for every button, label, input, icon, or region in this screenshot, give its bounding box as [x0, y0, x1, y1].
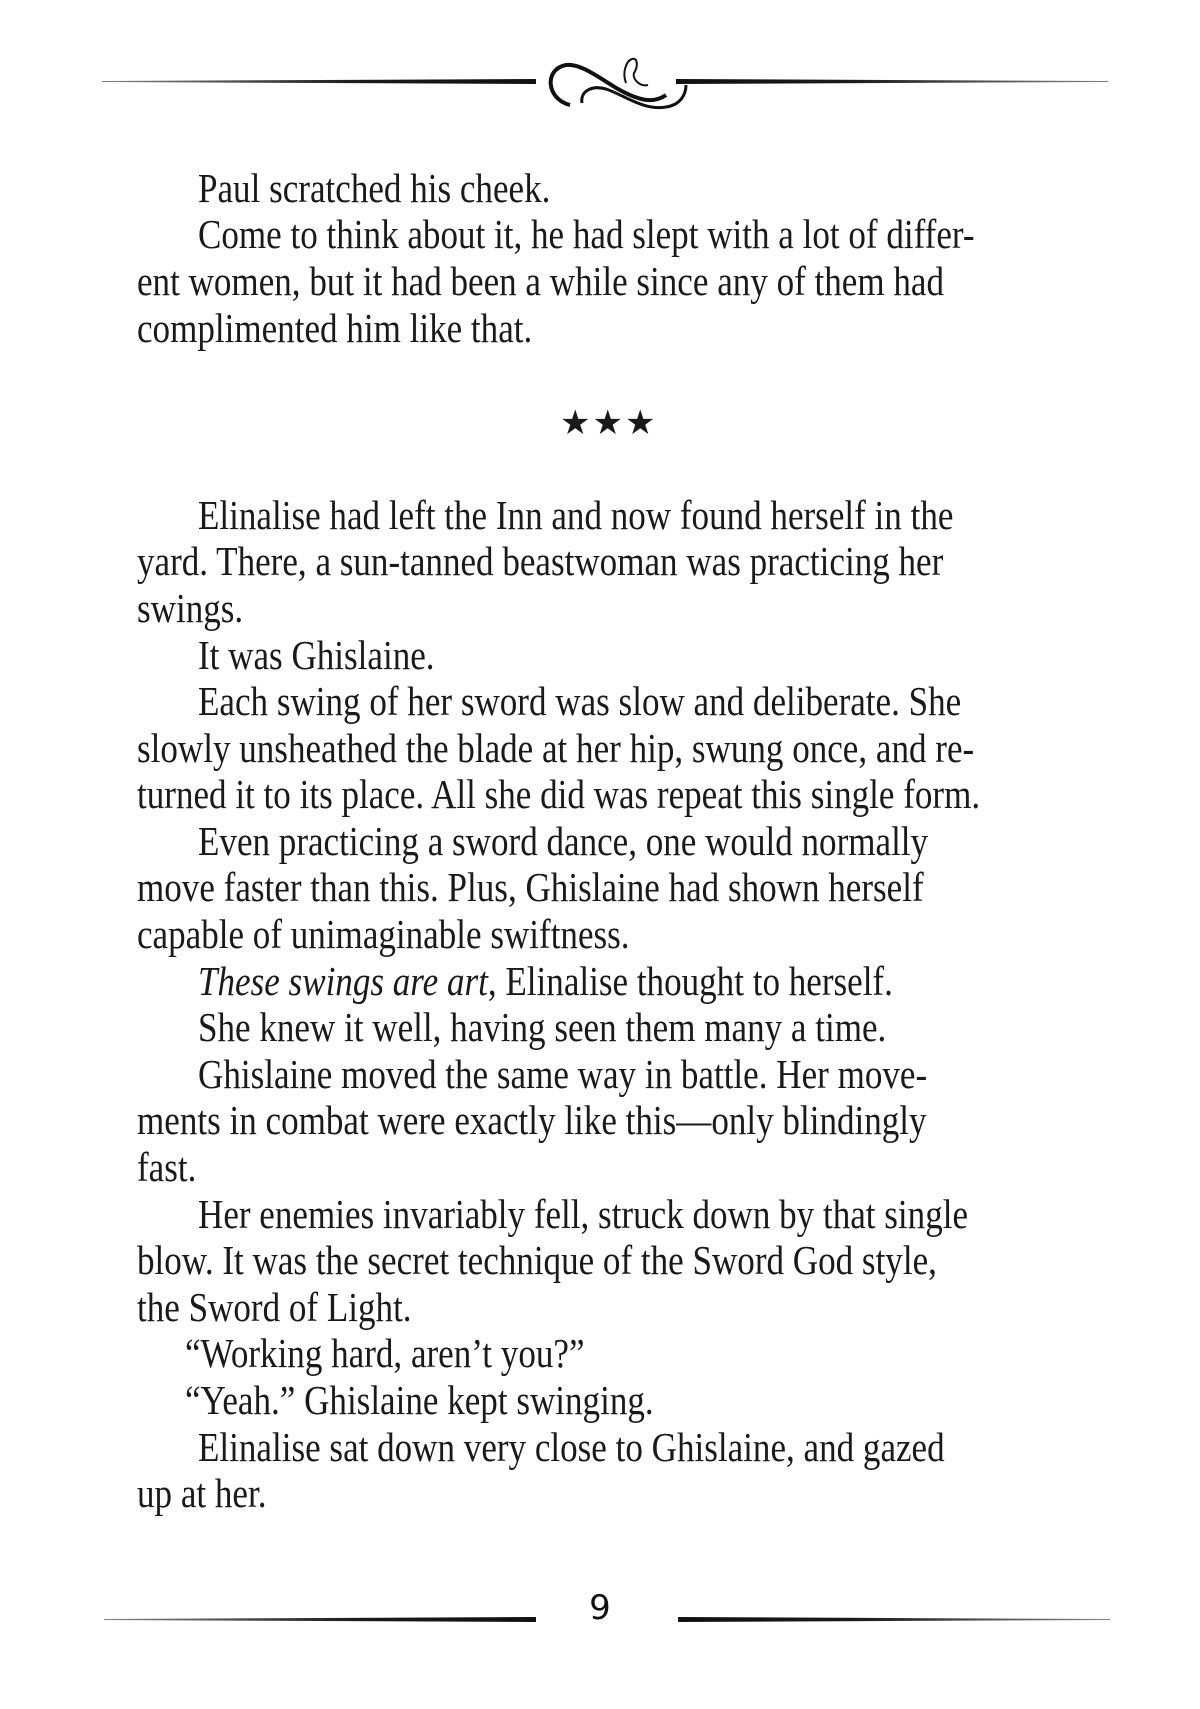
text-line: complimented him like that.: [137, 305, 533, 351]
header-rule-right: [676, 79, 1108, 84]
text-line: ent women, but it had been a while since any of them had: [137, 258, 945, 304]
italic-thought: These swings are art: [198, 958, 488, 1004]
text-line: It was Ghislaine.: [198, 632, 435, 678]
text-line: [198, 958, 1053, 1005]
page-number: 9: [589, 1588, 611, 1628]
text-line: turned it to its place. All she did was repeat this single form.: [137, 771, 981, 817]
text-line: Come to think about it, he had slept with a lot of differ-: [198, 211, 975, 257]
text-line: blow. It was the secret technique of the Sword God style,: [137, 1237, 937, 1283]
text-line: up at her.: [137, 1470, 267, 1516]
text-line: Elinalise had left the Inn and now found herself in the: [198, 492, 954, 538]
text-line: the Sword of Light.: [137, 1284, 412, 1330]
text-line: capable of unimaginable swiftness.: [137, 911, 630, 957]
header-rule-left: [102, 79, 536, 84]
text-line: She knew it well, having seen them many a time.: [198, 1004, 887, 1050]
text-line: slowly unsheathed the blade at her hip, swung once, and re-: [137, 725, 975, 771]
text-line: fast.: [137, 1144, 197, 1190]
text-line: Each swing of her sword was slow and deliberate. She: [198, 678, 962, 724]
footer-rule-left: [104, 1617, 536, 1622]
text-line: Even practicing a sword dance, one would normally: [198, 818, 929, 864]
text-run: , Elinalise thought to herself.: [487, 958, 893, 1004]
text-line: Her enemies invariably fell, struck down by that single: [198, 1191, 969, 1237]
text-line: Paul scratched his cheek.: [198, 165, 551, 211]
text-line: Ghislaine moved the same way in battle. Her move-: [198, 1051, 928, 1097]
text-line: move faster than this. Plus, Ghislaine had shown herself: [137, 864, 924, 910]
text-line: “Yeah.” Ghislaine kept swinging.: [185, 1377, 654, 1423]
text-line: yard. There, a sun-tanned beastwoman was practicing her: [137, 538, 944, 584]
text-line: “Working hard, aren’t you?”: [185, 1330, 585, 1376]
text-line: ments in combat were exactly like this—only blindingly: [137, 1097, 927, 1143]
footer-rule-right: [678, 1617, 1110, 1622]
section-break-stars-icon: ★★★: [560, 405, 658, 442]
text-line: Elinalise sat down very close to Ghislaine, and gazed: [198, 1424, 945, 1470]
text-line: swings.: [137, 585, 244, 631]
